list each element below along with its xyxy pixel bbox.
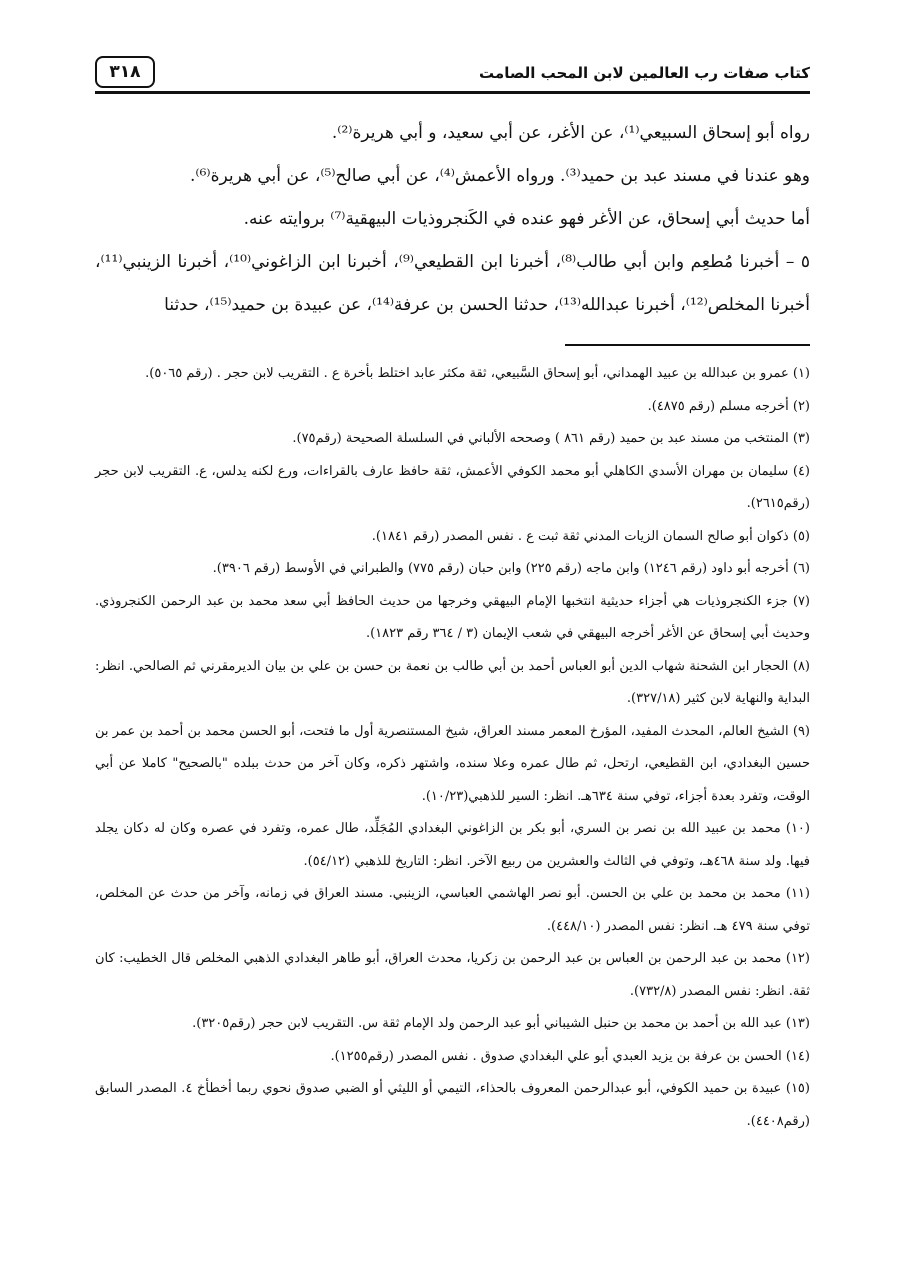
main-text [95, 112, 810, 327]
page-header [95, 56, 810, 92]
book-title: كتاب صفات رب العالمين لابن المحب الصامت [479, 64, 810, 82]
body-paragraph: أما حديث أبي إسحاق، عن الأغر فهو عنده في الكَنجروذيات البيهقية⁽⁷⁾ بروايته عنه. [243, 209, 810, 229]
footnote: (١٤) الحسن بن عرفة بن يزيد العبدي أبو علي البغدادي صدوق . نفس المصدر (رقم١٢٥٥). [330, 1048, 810, 1064]
footnote: (٦) أخرجه أبو داود (رقم ١٢٤٦) وابن ماجه (رقم ٢٢٥) وابن حبان (رقم ٧٧٥) والطبراني في الأوسط (رقم ٣٩٠٦). [212, 561, 810, 576]
footnote: (١١) محمد بن محمد بن علي بن الحسن. أبو نصر الهاشمي العباسي، الزينبي. مسند العراق في زمانه، وآخر من حدث عن المخلص، توفي سنة ٤٧٩ هـ. انظر: نفس المصدر (٤٤٨/١٠). [95, 886, 810, 934]
footnote: (١) عمرو بن عبدالله بن عبيد الهمداني، أبو إسحاق السَّبيعي، ثقة مكثر عابد اختلط بأخرة ع . التقريب لابن حجر . (رقم ٥٠٦٥). [145, 366, 810, 381]
footnote: (٩) الشيخ العالم، المحدث المفيد، المؤرخ المعمر مسند العراق، شيخ المستنصرية أول ما فتحت، أبو الحسن محمد بن أحمد بن عمر بن حسين البغدادي، ابن القطيعي، ارتحل، ثم طال عمره وعلا سنده، واشتهر ذكره، وكان آخر من حدث ببلده "بالصحيح" كاملا عن أبي الوقت، وتفرد بعدة أجزاء، توفي سنة ٦٣٤هـ. انظر: السير للذهبي(١٠/٢٣). [95, 723, 810, 804]
footnote: (٨) الحجار ابن الشحنة شهاب الدين أبو العباس أحمد بن أبي طالب بن نعمة بن حسن بن علي بن بيان الديرمقرني ثم الصالحي. انظر: البداية والنهاية لابن كثير (٣٢٧/١٨). [95, 658, 810, 706]
footnote-divider [565, 344, 810, 346]
footnote: (١٣) عبد الله بن أحمد بن محمد بن حنبل الشيباني أبو عبد الرحمن ولد الإمام ثقة س. التقريب لابن حجر (رقم٣٢٠٥). [192, 1016, 810, 1031]
footnote: (٢) أخرجه مسلم (رقم ٤٨٧٥). [647, 398, 810, 414]
body-paragraph: وهو عندنا في مسند عبد بن حميد⁽³⁾. ورواه الأعمش⁽⁴⁾، عن أبي صالح⁽⁵⁾، عن أبي هريرة⁽⁶⁾. [190, 166, 810, 186]
footnotes [95, 358, 810, 1138]
footnote: (١٥) عبيدة بن حميد الكوفي، أبو عبدالرحمن المعروف بالحذاء، التيمي أو الليثي أو الضبي صدوق نحوي ربما أخطأخ ٤. المصدر السابق (رقم٤٤٠٨). [95, 1081, 810, 1129]
body-paragraph: ٥ – أخبرنا مُطعِم وابن أبي طالب⁽⁸⁾، أخبرنا ابن القطيعي⁽⁹⁾، أخبرنا ابن الزاغوني⁽¹⁰⁾، أخبرنا الزينبي⁽¹¹⁾، أخبرنا المخلص⁽¹²⁾، أخبرنا عبدالله⁽¹³⁾، حدثنا الحسن بن عرفة⁽¹⁴⁾، عن عبيدة بن حميد⁽¹⁵⁾، حدثنا [95, 252, 810, 315]
header-divider [95, 91, 810, 94]
footnote: (١٢) محمد بن عبد الرحمن بن العباس بن عبد الرحمن بن زكريا، محدث العراق، أبو طاهر البغدادي الذهبي المخلص قال الخطيب: كان ثقة. انظر: نفس المصدر (٧٣٢/٨). [95, 951, 810, 999]
page-number: ٣١٨ [95, 56, 155, 88]
footnote: (٥) ذكوان أبو صالح السمان الزيات المدني ثقة ثبت ع . نفس المصدر (رقم ١٨٤١). [371, 528, 810, 544]
footnote: (٣) المنتخب من مسند عبد بن حميد (رقم ٨٦١ ) وصححه الألباني في السلسلة الصحيحة (رقم٧٥). [292, 431, 810, 446]
footnote: (٧) جزء الكنجروذيات هي أجزاء حديثية انتخبها الإمام البيهقي وخرجها من حديث الحافظ أبي سعد محمد بن عبد الرحمن الكنجروذي. وحديث أبي إسحاق عن الأغر أخرجه البيهقي في شعب الإيمان (٣ / ٣٦٤ رقم ١٨٢٣). [95, 593, 810, 641]
body-paragraph: رواه أبو إسحاق السبيعي⁽¹⁾، عن الأغر، عن أبي سعيد، و أبي هريرة⁽²⁾. [331, 123, 810, 143]
footnote: (٤) سليمان بن مهران الأسدي الكاهلي أبو محمد الكوفي الأعمش، ثقة حافظ عارف بالقراءات، ورع لكنه يدلس، ع. التقريب لابن حجر (رقم٢٦١٥). [95, 463, 810, 511]
footnote: (١٠) محمد بن عبيد الله بن نصر بن السري، أبو بكر بن الزاغوني البغدادي المُجَلِّد، طال عمره، وتفرد في عصره وكان له دكان يجلد فيها. ولد سنة ٤٦٨هـ، وتوفي في الثالث والعشرين من ربيع الآخر. انظر: التاريخ للذهبي (٥٤/١٢). [95, 821, 810, 869]
